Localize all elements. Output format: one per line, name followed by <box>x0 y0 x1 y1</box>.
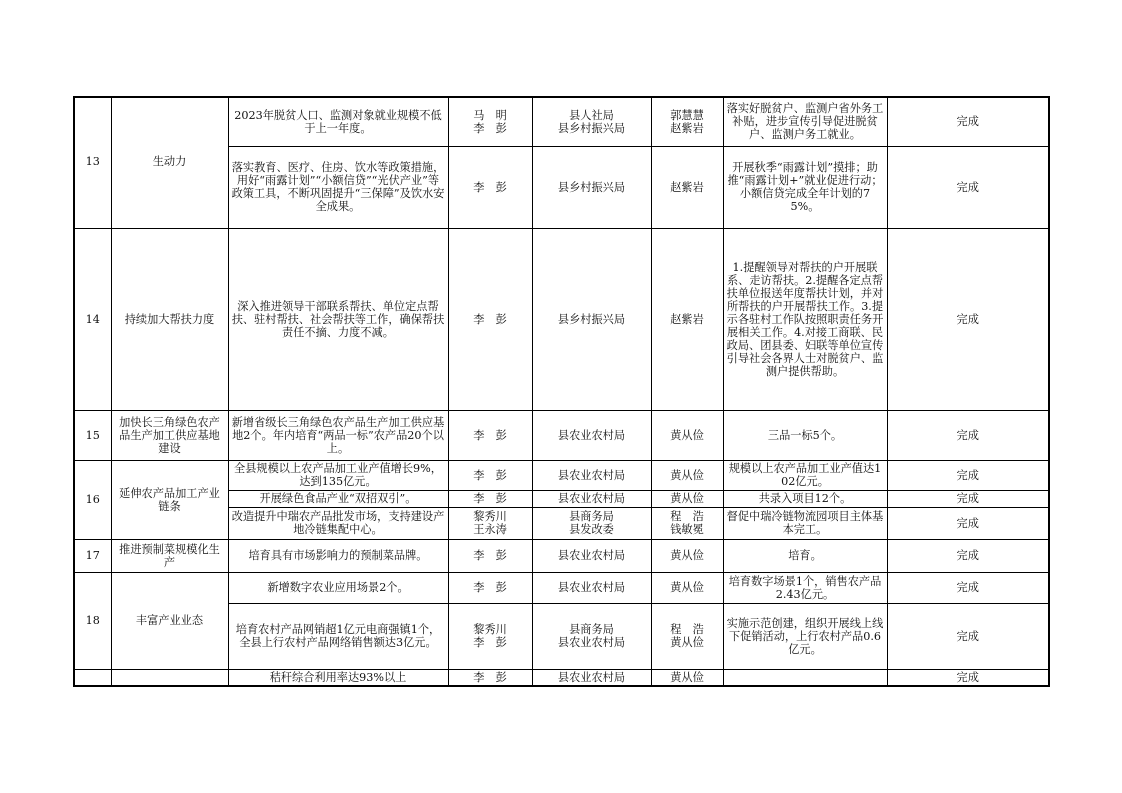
task-cell: 培育具有市场影响力的预制菜品牌。 <box>228 539 448 572</box>
status-cell: 完成 <box>887 669 1049 686</box>
leader-cell: 李 彭 <box>448 460 532 490</box>
category-cell: 延伸农产品加工产业链条 <box>111 460 228 539</box>
leader-name: 黎秀川 <box>473 623 507 636</box>
person-cell: 黄从俭 <box>651 539 723 572</box>
status-cell: 完成 <box>887 539 1049 572</box>
leader-name: 黎秀川 <box>473 510 507 523</box>
table-row <box>74 539 1049 572</box>
status-cell: 完成 <box>887 228 1049 410</box>
unit-cell: 县农业农村局 <box>532 410 651 460</box>
leader-cell: 李 彭 <box>448 228 532 410</box>
task-cell: 改造提升中瑞农产品批发市场，支持建设产地冷链集配中心。 <box>228 507 448 539</box>
task-cell: 2023年脱贫人口、监测对象就业规模不低于上一年度。 <box>228 97 448 146</box>
unit-name: 县乡村振兴局 <box>557 121 626 135</box>
unit-name: 县农业农村局 <box>557 636 626 649</box>
person-name: 郭慧慧 <box>670 108 704 122</box>
progress-cell: 三品一标5个。 <box>723 410 887 460</box>
unit-cell: 县农业农村局 <box>532 572 651 603</box>
leader-name: 马 明 <box>473 108 507 122</box>
leader-cell: 李 彭 <box>448 669 532 686</box>
category-cell: 推进预制菜规模化生产 <box>111 539 228 572</box>
category-cell <box>111 669 228 686</box>
unit-cell: 县农业农村局 <box>532 460 651 490</box>
unit-name: 县发改委 <box>569 523 614 536</box>
category-cell: 持续加大帮扶力度 <box>111 228 228 410</box>
leader-cell: 李 彭 <box>448 539 532 572</box>
progress-cell: 1.提醒领导对帮扶的户开展联系、走访帮扶。2.提醒各定点帮扶单位报送年度帮扶计划，并对所帮扶的户开展帮扶工作。3.提示各驻村工作队按照职责任务开展相关工作。4.对接工商联、民政局、团县委、妇联等单位宣传引导社会各界人士对脱贫户、监测户提供帮助。 <box>723 228 887 410</box>
task-table <box>73 96 1050 687</box>
leader-cell <box>448 603 532 669</box>
unit-cell <box>532 603 651 669</box>
person-cell: 黄从俭 <box>651 410 723 460</box>
table-row <box>74 410 1049 460</box>
progress-cell: 实施示范创建，组织开展线上线下促销活动，上行农村产品0.6亿元。 <box>723 603 887 669</box>
task-cell: 培育农村产品网销超1亿元电商强镇1个，全县上行农村产品网络销售额达3亿元。 <box>228 603 448 669</box>
person-name: 程 浩 <box>670 623 704 636</box>
unit-cell: 县乡村振兴局 <box>532 146 651 228</box>
status-cell: 完成 <box>887 490 1049 507</box>
person-cell: 黄从俭 <box>651 669 723 686</box>
person-name: 黄从俭 <box>670 636 704 649</box>
person-cell <box>651 603 723 669</box>
progress-cell: 开展秋季“雨露计划”摸排；助推“雨露计划+”就业促进行动；小额信贷完成全年计划的75%。 <box>723 146 887 228</box>
leader-name: 李 彭 <box>473 636 507 649</box>
progress-cell: 培育。 <box>723 539 887 572</box>
status-cell: 完成 <box>887 146 1049 228</box>
table-row <box>74 669 1049 686</box>
progress-cell: 督促中瑞冷链物流园项目主体基本完工。 <box>723 507 887 539</box>
seq-cell: 15 <box>74 410 111 460</box>
status-cell: 完成 <box>887 410 1049 460</box>
progress-cell: 落实好脱贫户、监测户省外务工补贴，进步宣传引导促进脱贫户、监测户务工就业。 <box>723 97 887 146</box>
leader-cell: 李 彭 <box>448 410 532 460</box>
status-cell: 完成 <box>887 603 1049 669</box>
unit-name: 县人社局 <box>569 108 614 122</box>
unit-cell: 县农业农村局 <box>532 539 651 572</box>
unit-cell: 县农业农村局 <box>532 669 651 686</box>
unit-cell <box>532 97 651 146</box>
seq-cell: 13 <box>74 97 111 228</box>
leader-cell <box>448 97 532 146</box>
seq-cell: 17 <box>74 539 111 572</box>
unit-cell: 县农业农村局 <box>532 490 651 507</box>
person-cell: 赵紫岩 <box>651 146 723 228</box>
leader-cell: 李 彭 <box>448 146 532 228</box>
progress-cell: 共录入项目12个。 <box>723 490 887 507</box>
task-cell: 全县规模以上农产品加工业产值增长9%，达到135亿元。 <box>228 460 448 490</box>
task-cell: 开展绿色食品产业“双招双引”。 <box>228 490 448 507</box>
progress-cell: 规模以上农产品加工业产值达102亿元。 <box>723 460 887 490</box>
table-row <box>74 228 1049 410</box>
category-cell: 丰富产业业态 <box>111 572 228 669</box>
person-cell: 黄从俭 <box>651 572 723 603</box>
seq-cell: 18 <box>74 572 111 669</box>
task-cell: 新增省级长三角绿色农产品生产加工供应基地2个。年内培育“两品一标”农产品20个以上。 <box>228 410 448 460</box>
status-cell: 完成 <box>887 572 1049 603</box>
seq-cell: 14 <box>74 228 111 410</box>
status-cell: 完成 <box>887 460 1049 490</box>
unit-cell <box>532 507 651 539</box>
table-row <box>74 97 1049 146</box>
person-cell <box>651 507 723 539</box>
leader-cell <box>448 507 532 539</box>
table-row <box>74 460 1049 490</box>
progress-cell: 培育数字场景1个，销售农产品2.43亿元。 <box>723 572 887 603</box>
person-name: 赵紫岩 <box>670 121 704 135</box>
unit-name: 县商务局 <box>569 510 614 523</box>
task-cell: 新增数字农业应用场景2个。 <box>228 572 448 603</box>
progress-cell <box>723 669 887 686</box>
category-cell: 生动力 <box>111 97 228 228</box>
task-cell: 秸秆综合利用率达93%以上 <box>228 669 448 686</box>
leader-name: 王永涛 <box>473 523 507 536</box>
leader-name: 李 彭 <box>473 121 507 135</box>
leader-cell: 李 彭 <box>448 572 532 603</box>
person-name: 钱敏冕 <box>670 523 704 536</box>
person-cell: 黄从俭 <box>651 460 723 490</box>
person-cell: 赵紫岩 <box>651 228 723 410</box>
task-cell: 落实教育、医疗、住房、饮水等政策措施，用好“雨露计划”“小额信贷”“光伏产业”等政策工具，不断巩固提升“三保障”及饮水安全成果。 <box>228 146 448 228</box>
task-cell: 深入推进领导干部联系帮扶、单位定点帮扶、驻村帮扶、社会帮扶等工作，确保帮扶责任不摘、力度不减。 <box>228 228 448 410</box>
seq-cell <box>74 669 111 686</box>
category-cell: 加快长三角绿色农产品生产加工供应基地建设 <box>111 410 228 460</box>
unit-name: 县商务局 <box>569 623 614 636</box>
person-cell <box>651 97 723 146</box>
table-row <box>74 572 1049 603</box>
person-cell: 黄从俭 <box>651 490 723 507</box>
person-name: 程 浩 <box>670 510 704 523</box>
status-cell: 完成 <box>887 507 1049 539</box>
status-cell: 完成 <box>887 97 1049 146</box>
unit-cell: 县乡村振兴局 <box>532 228 651 410</box>
seq-cell: 16 <box>74 460 111 539</box>
leader-cell: 李 彭 <box>448 490 532 507</box>
